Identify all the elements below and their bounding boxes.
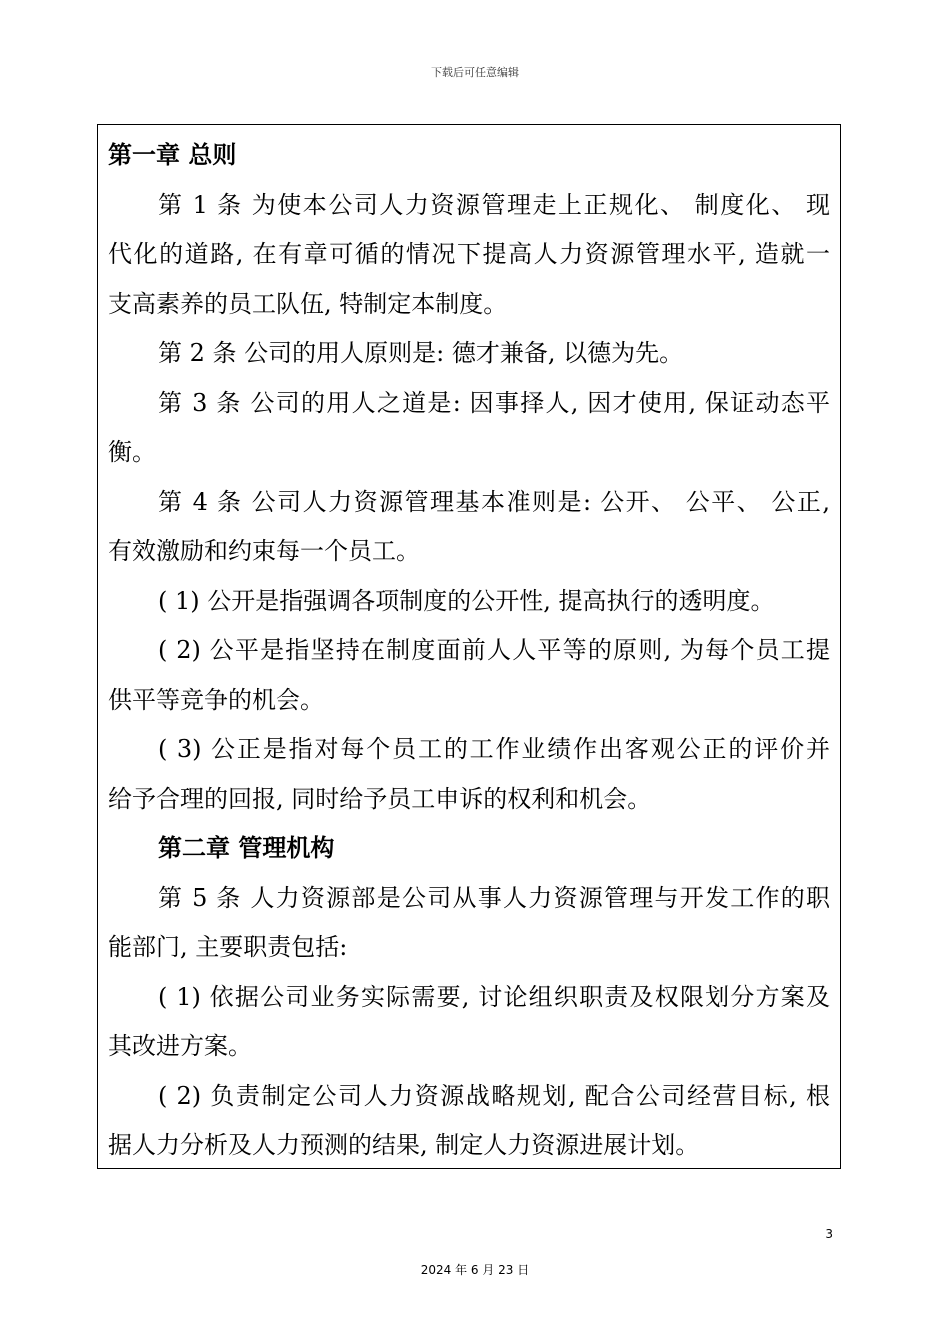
- paragraph-line: ( 2) 公平是指坚持在制度面前人人平等的原则, 为每个员工提: [158, 636, 830, 664]
- paragraph-line: 第 3 条 公司的用人之道是: 因事择人, 因才使用, 保证动态平: [158, 388, 830, 417]
- paragraph-line: 代化的道路, 在有章可循的情况下提高人力资源管理水平, 造就一: [108, 240, 830, 268]
- paragraph-line: ( 1) 公开是指强调各项制度的公开性, 提高执行的透明度。: [158, 586, 775, 615]
- paragraph-line: 给予合理的回报, 同时给予员工申诉的权利和机会。: [108, 784, 652, 813]
- paragraph-line: 第 2 条 公司的用人原则是: 德才兼备, 以德为先。: [158, 339, 684, 367]
- paragraph-line: 衡。: [108, 438, 156, 466]
- paragraph-line: 供平等竞争的机会。: [108, 685, 324, 714]
- paragraph-line: ( 2) 负责制定公司人力资源战略规划, 配合公司经营目标, 根: [158, 1081, 830, 1110]
- page-number: 3: [825, 1227, 833, 1241]
- chapter-heading: 第一章 总则: [108, 141, 237, 169]
- paragraph-line: 其改进方案。: [108, 1032, 252, 1060]
- paragraph-line: 据人力分析及人力预测的结果, 制定人力资源进展计划。: [108, 1131, 700, 1159]
- paragraph-line: 支高素养的员工队伍, 特制定本制度。: [108, 289, 508, 318]
- paragraph-line: 第 5 条 人力资源部是公司从事人力资源管理与开发工作的职: [158, 883, 830, 912]
- paragraph-line: ( 1) 依据公司业务实际需要, 讨论组织职责及权限划分方案及: [158, 982, 830, 1011]
- chapter-heading: 第二章 管理机构: [158, 834, 335, 862]
- paragraph-line: 第 1 条 为使本公司人力资源管理走上正规化、 制度化、 现: [158, 190, 830, 219]
- header-note: 下载后可任意编辑: [431, 66, 519, 79]
- paragraph-line: 有效激励和约束每一个员工。: [108, 537, 420, 565]
- footer-date: 2024 年 6 月 23 日: [420, 1263, 530, 1277]
- document-body: [97, 124, 841, 1169]
- paragraph-line: 能部门, 主要职责包括:: [108, 933, 348, 961]
- paragraph-line: 第 4 条 公司人力资源管理基本准则是: 公开、 公平、 公正,: [158, 487, 830, 516]
- paragraph-line: ( 3) 公正是指对每个员工的工作业绩作出客观公正的评价并: [158, 735, 830, 763]
